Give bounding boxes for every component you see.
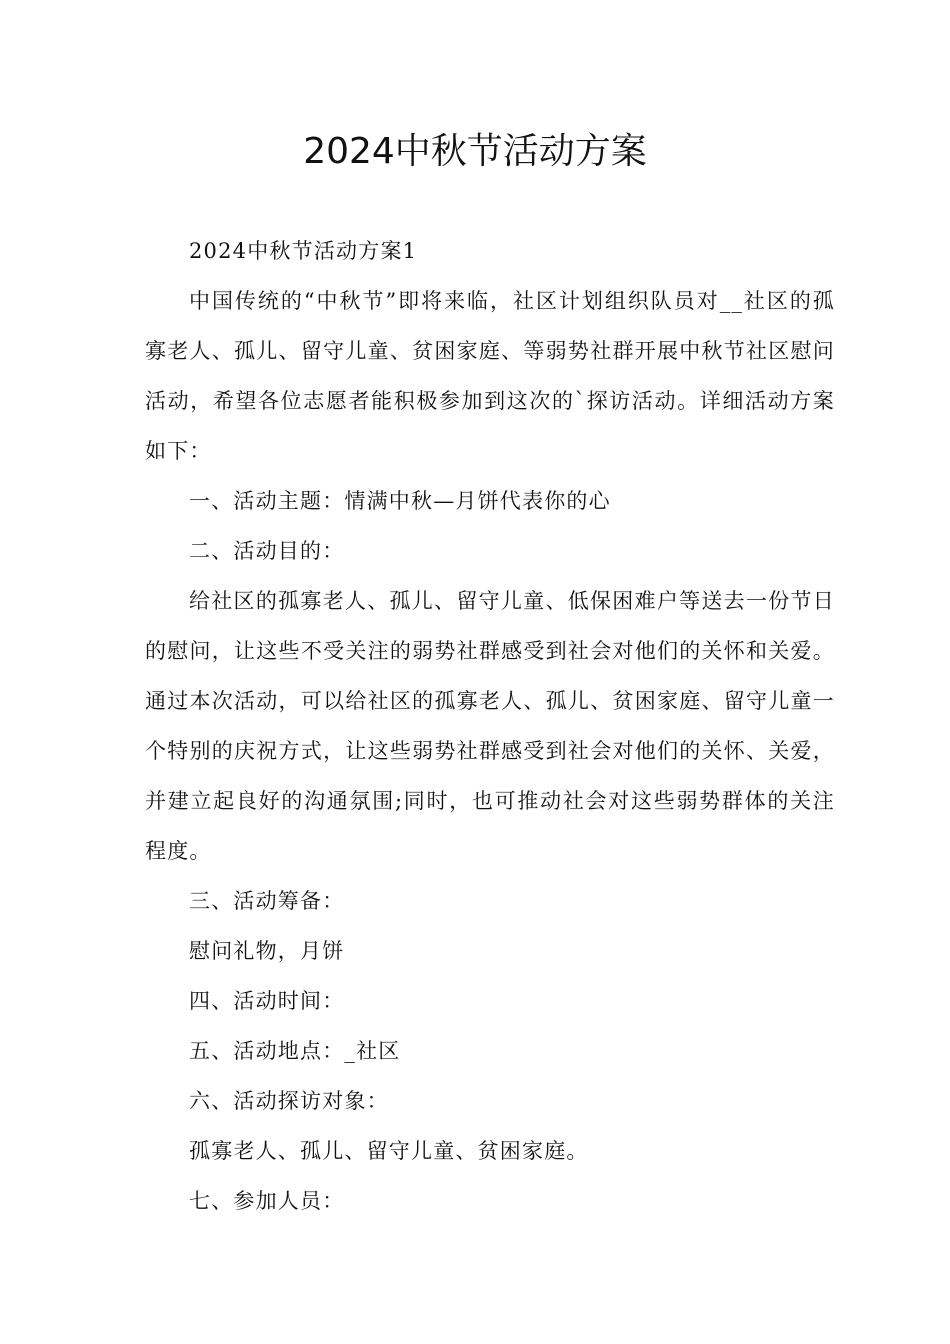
paragraph-intro: 中国传统的“中秋节”即将来临，社区计划组织队员对__社区的孤寡老人、孤儿、留守儿童、贫困家庭、等弱势社群开展中秋节社区慰问活动，希望各位志愿者能积极参加到这次的`探访活动。详细活动方案如下： <box>145 289 835 463</box>
paragraph-purpose-body: 给社区的孤寡老人、孤儿、留守儿童、低保困难户等送去一份节日的慰问，让这些不受关注的弱势社群感受到社会对他们的关怀和关爱。通过本次活动，可以给社区的孤寡老人、孤儿、贫困家庭、留守儿童一个特别的庆祝方式，让这些弱势社群感受到社会对他们的关怀、关爱，并建立起良好的沟通氛围;同时，也可推动社会对这些弱势群体的关注程度。 <box>145 589 835 863</box>
paragraph-time: 四、活动时间： <box>189 989 345 1013</box>
document-body <box>145 226 835 1226</box>
paragraph-purpose-heading: 二、活动目的： <box>189 539 345 563</box>
document-title: 2024中秋节活动方案 <box>303 131 647 172</box>
paragraph-preparation-heading: 三、活动筹备： <box>189 889 345 913</box>
paragraph-heading-plan-1: 2024中秋节活动方案1 <box>189 239 418 263</box>
paragraph-participants-heading: 七、参加人员： <box>189 1189 345 1213</box>
paragraph-targets-heading: 六、活动探访对象： <box>189 1089 389 1113</box>
paragraph-targets-body: 孤寡老人、孤儿、留守儿童、贫困家庭。 <box>189 1139 589 1163</box>
paragraph-preparation-body: 慰问礼物，月饼 <box>189 939 345 963</box>
paragraph-location: 五、活动地点：_社区 <box>189 1039 401 1063</box>
paragraph-theme: 一、活动主题：情满中秋—月饼代表你的心 <box>189 489 611 513</box>
